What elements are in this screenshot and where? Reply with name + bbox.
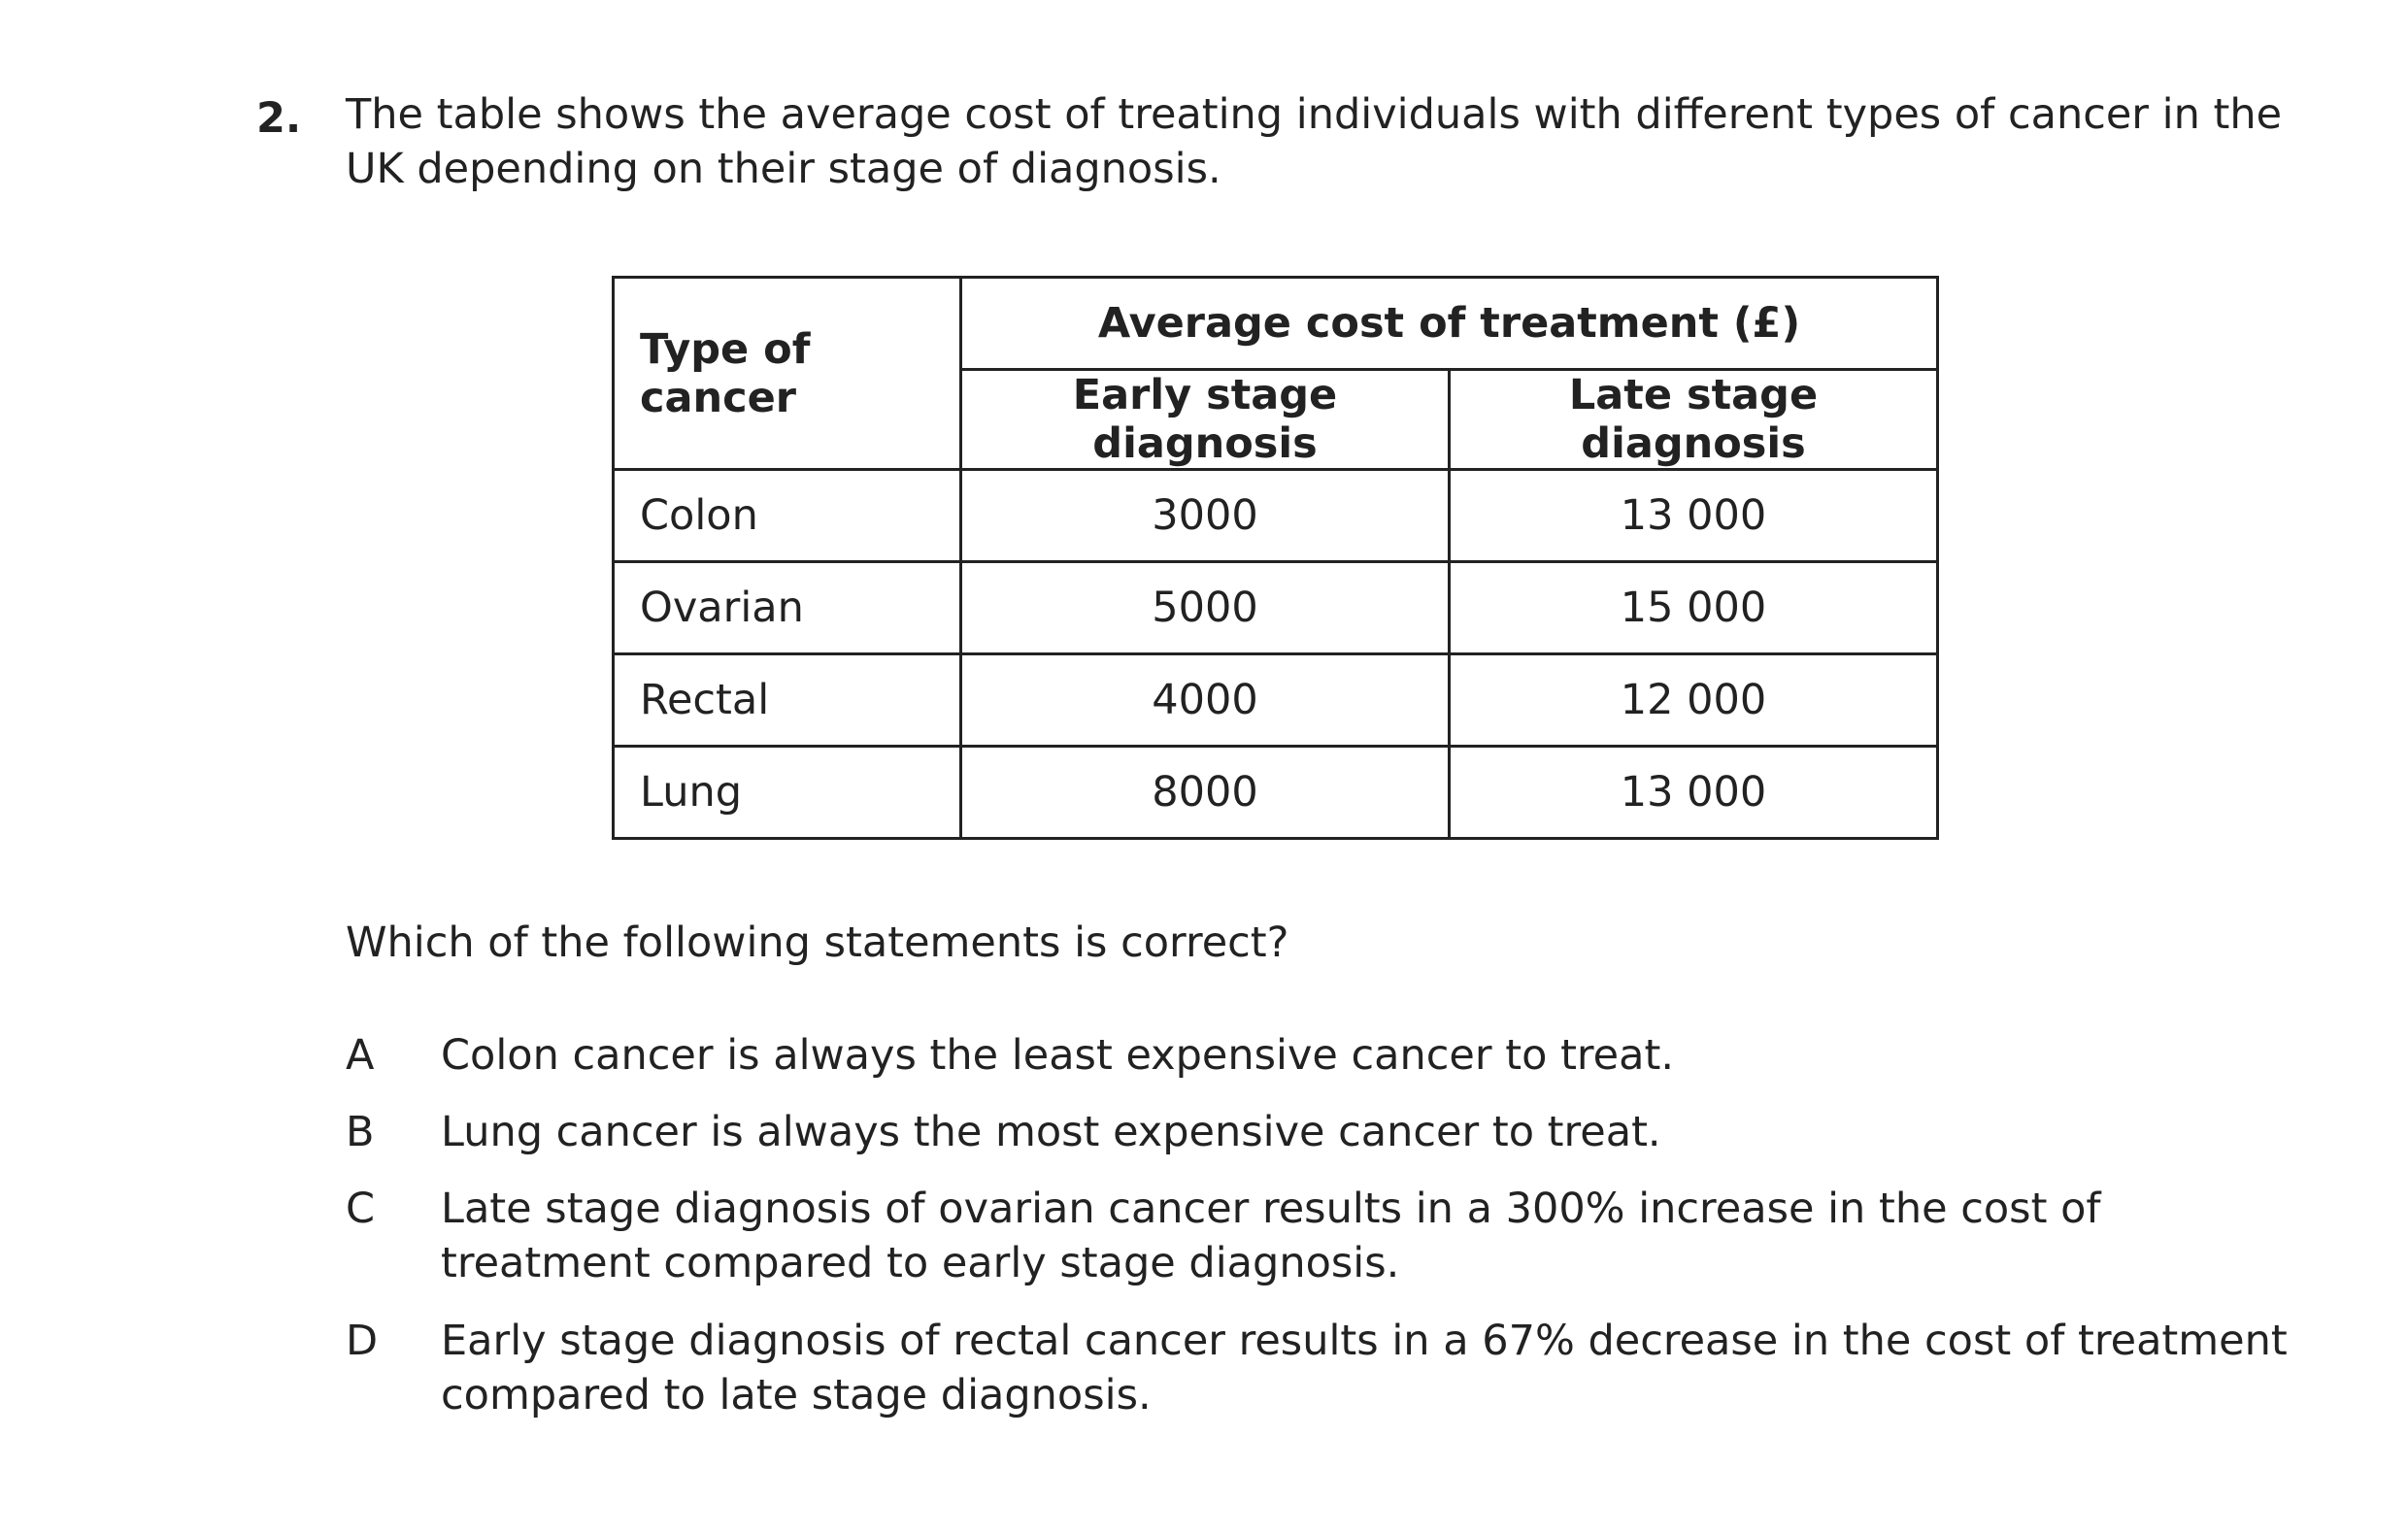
cell-late: 15 000 bbox=[1450, 562, 1938, 654]
option-letter: D bbox=[346, 1317, 379, 1365]
table-row bbox=[614, 747, 1938, 839]
header-early-stage: Early stage diagnosis bbox=[961, 370, 1450, 470]
question-stem-line-1: The table shows the average cost of treating individuals with different types of cancer in the bbox=[346, 90, 2283, 139]
question-prompt: Which of the following statements is correct? bbox=[346, 918, 1289, 967]
cell-early: 5000 bbox=[961, 562, 1450, 654]
cell-type: Lung bbox=[614, 747, 961, 839]
option-text-line-2: compared to late stage diagnosis. bbox=[441, 1371, 1152, 1419]
cell-early: 3000 bbox=[961, 470, 1450, 562]
cell-type: Ovarian bbox=[614, 562, 961, 654]
option-text bbox=[441, 1314, 2288, 1422]
cell-early: 8000 bbox=[961, 747, 1450, 839]
cell-early: 4000 bbox=[961, 654, 1450, 747]
question-number: 2. bbox=[256, 94, 302, 143]
option-text bbox=[441, 1028, 1674, 1083]
cell-late: 13 000 bbox=[1450, 747, 1938, 839]
table-row bbox=[614, 470, 1938, 562]
cell-type: Rectal bbox=[614, 654, 961, 747]
question-stem-line-2: UK depending on their stage of diagnosis. bbox=[346, 145, 1221, 193]
option-letter: B bbox=[346, 1108, 375, 1156]
option-text-line-1: Lung cancer is always the most expensive cancer to treat. bbox=[441, 1108, 1661, 1156]
table-row bbox=[614, 562, 1938, 654]
header-type-of-cancer: Type of cancer bbox=[614, 278, 961, 470]
option-text bbox=[441, 1105, 1661, 1159]
cell-late: 12 000 bbox=[1450, 654, 1938, 747]
option-text bbox=[441, 1182, 2101, 1290]
header-late-stage: Late stage diagnosis bbox=[1450, 370, 1938, 470]
header-average-cost: Average cost of treatment (£) bbox=[961, 278, 1938, 370]
cost-table bbox=[612, 276, 1939, 840]
option-text-line-1: Colon cancer is always the least expensive cancer to treat. bbox=[441, 1031, 1674, 1080]
option-letter: C bbox=[346, 1185, 376, 1233]
option-text-line-1: Late stage diagnosis of ovarian cancer results in a 300% increase in the cost of bbox=[441, 1185, 2101, 1233]
table-row bbox=[614, 654, 1938, 747]
cell-late: 13 000 bbox=[1450, 470, 1938, 562]
option-text-line-1: Early stage diagnosis of rectal cancer results in a 67% decrease in the cost of treatment bbox=[441, 1317, 2288, 1365]
cell-type: Colon bbox=[614, 470, 961, 562]
question-stem bbox=[346, 87, 2288, 196]
option-letter: A bbox=[346, 1031, 375, 1080]
option-text-line-2: treatment compared to early stage diagnosis. bbox=[441, 1239, 1400, 1287]
